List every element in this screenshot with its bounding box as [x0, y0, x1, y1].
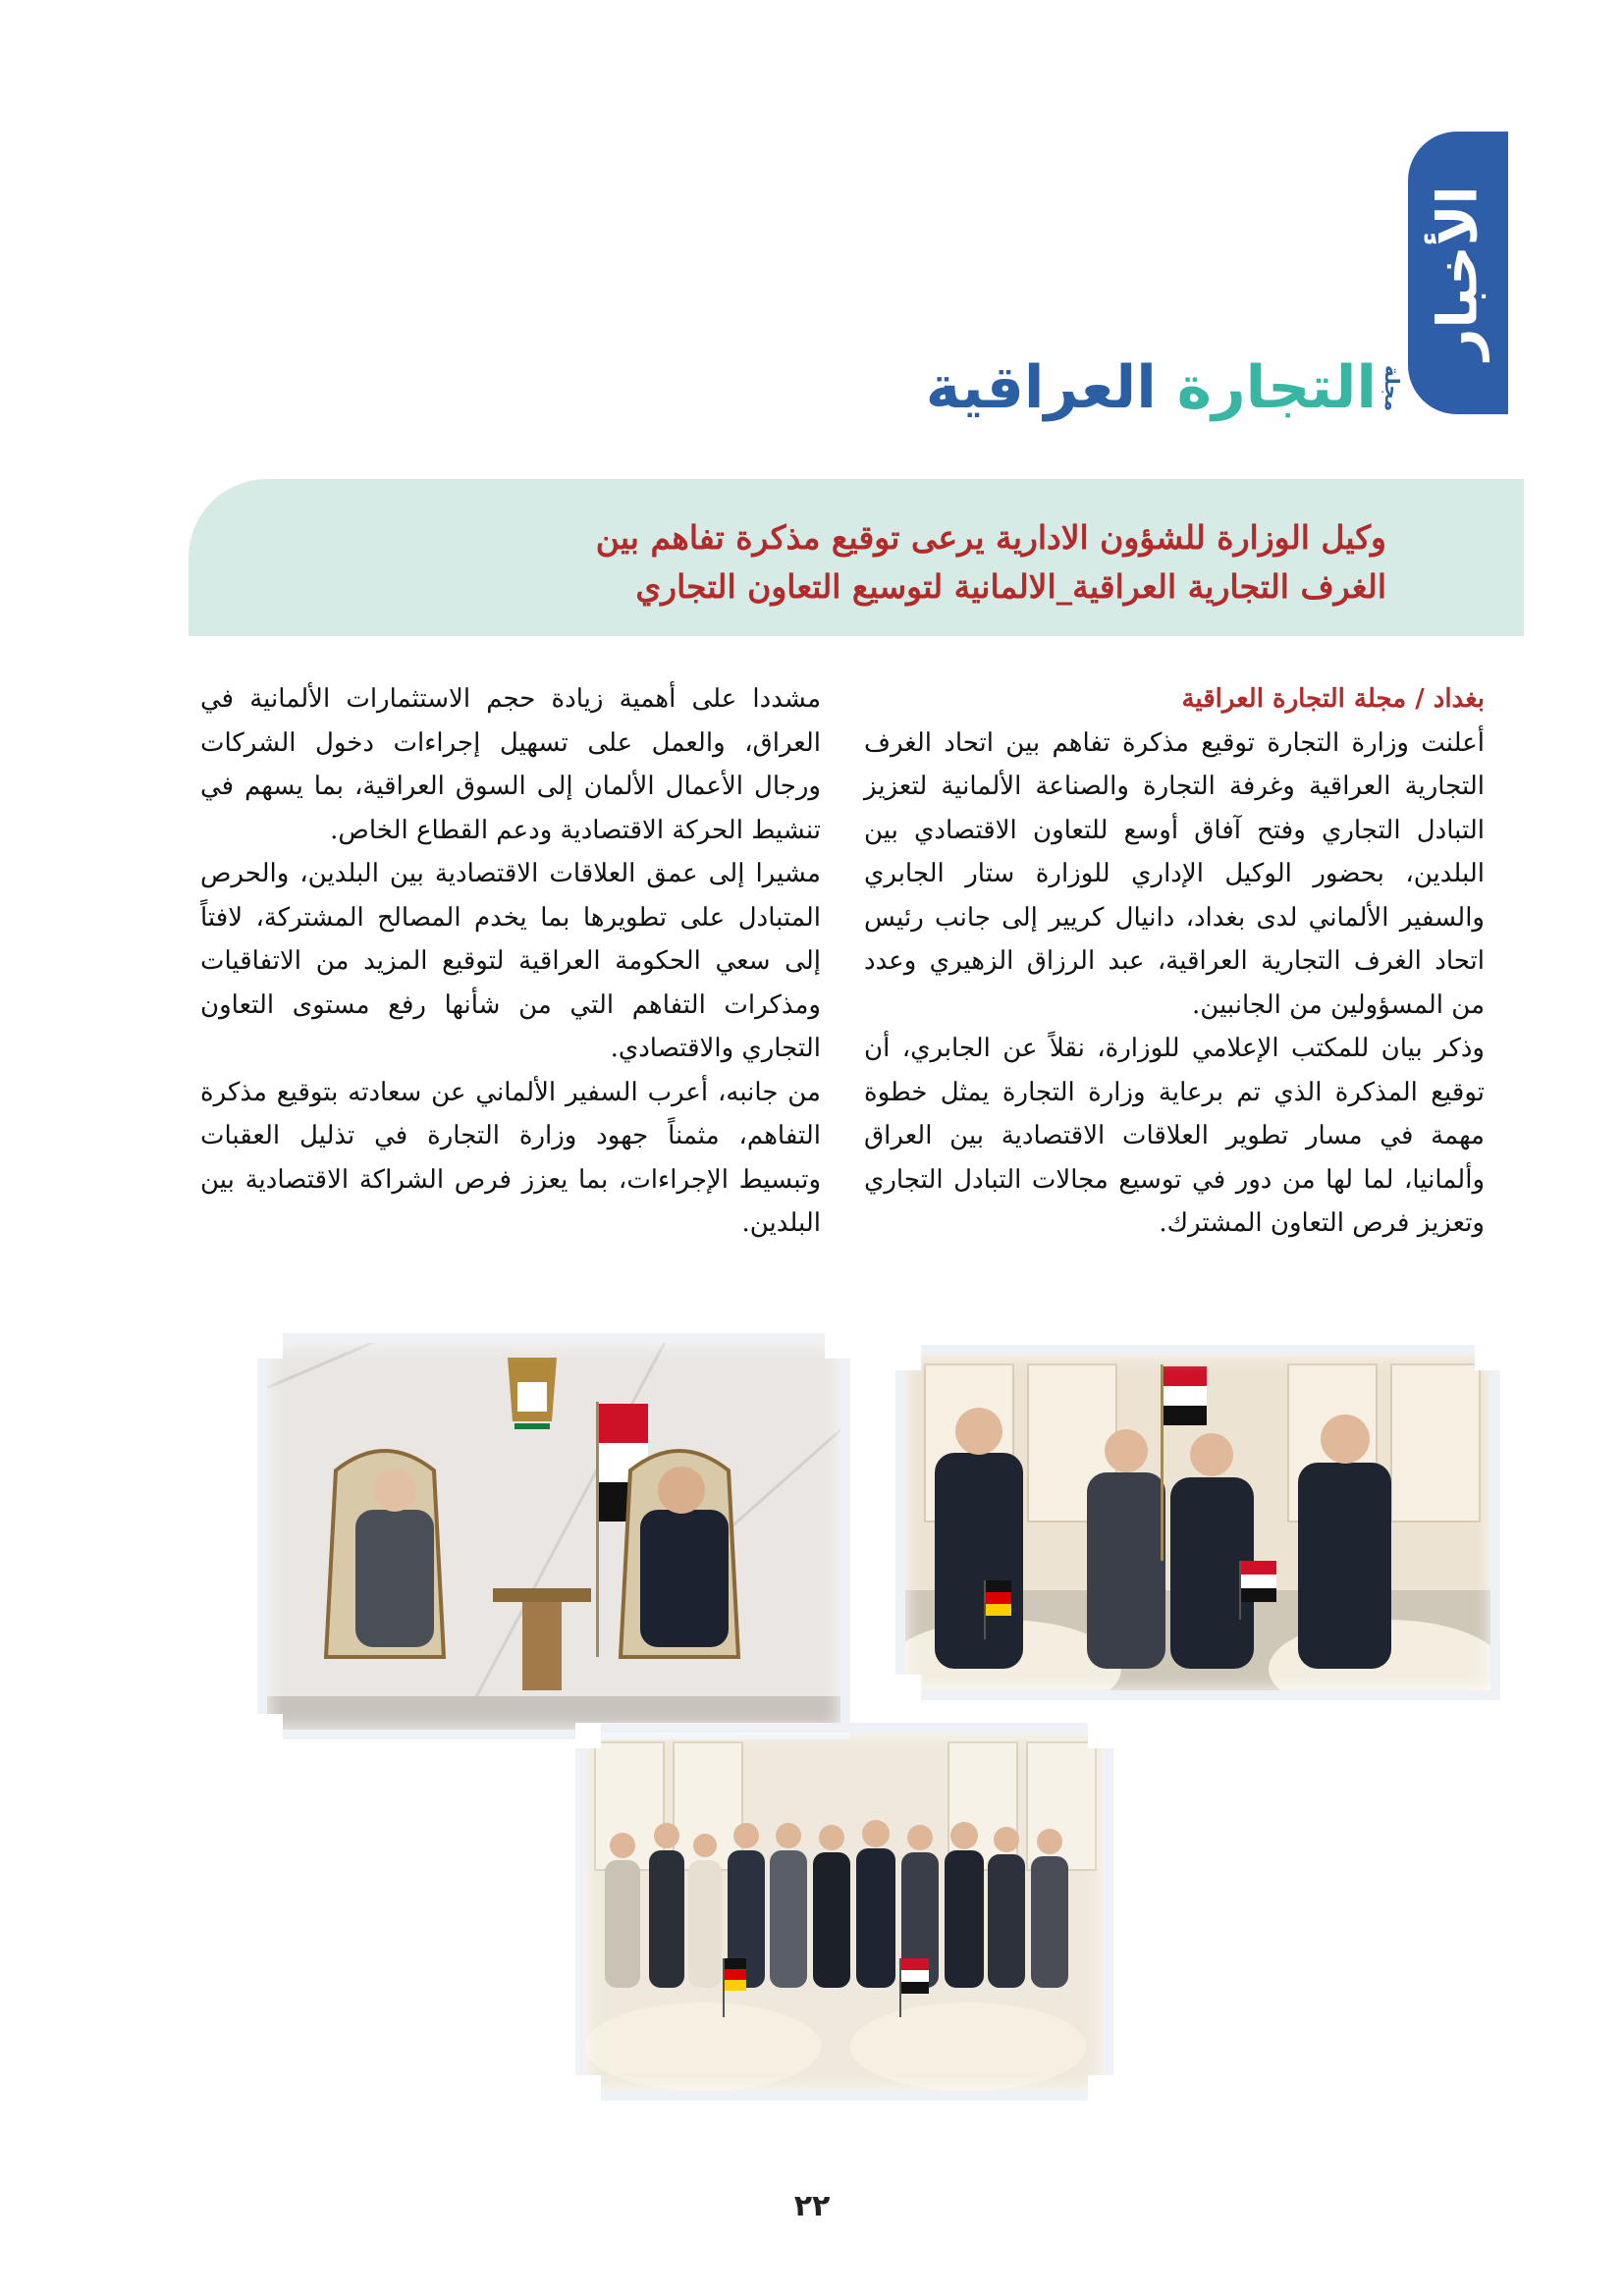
photo-corner-decoration: [257, 1714, 283, 1739]
photo-corner-decoration: [575, 1723, 601, 1748]
article-paragraph: من جانبه، أعرب السفير الألماني عن سعادته بتوقيع مذكرة التفاهم، مثمناً جهود وزارة التجارة في تذليل العقبات وتبسيط الإجراءات، بما يعزز فرص الشراكة الاقتصادية بين البلدين.: [200, 1077, 821, 1238]
article-paragraph: مشيرا إلى عمق العلاقات الاقتصادية بين البلدين، والحرص المتبادل على تطويرها بما يخدم المصالح المشتركة، لافتاً إلى سعي الحكومة العراقية لتوقيع المزيد من الاتفاقيات ومذكرات التفاهم التي من شأنها رفع مستوى التعاون التجاري والاقتصادي.: [200, 859, 821, 1063]
section-label: الأخبار: [1426, 186, 1490, 360]
article-paragraph: أعلنت وزارة التجارة توقيع مذكرة تفاهم بين اتحاد الغرف التجارية العراقية وغرفة التجارة والصناعة الألمانية لتعزيز التبادل التجاري وفتح آفاق أوسع للتعاون الاقتصادي بين البلدين، بحضور الوكيل الإداري للوزارة ستار الجابري والسفير الألماني لدى بغداد، دانيال كريير إلى جانب رئيس اتحاد الغرف التجارية العراقية، عبد الرزاق الزهيري وعدد من المسؤولين من الجانبين.: [864, 727, 1485, 1020]
masthead-magazine-word: مجلة: [1380, 365, 1404, 412]
article-paragraph: مشددا على أهمية زيادة حجم الاستثمارات الألمانية في العراق، والعمل على تسهيل إجراءات دخول الشركات ورجال الأعمال الألمان إلى السوق العراقية، بما يسهم في تنشيط الحركة الاقتصادية ودعم القطاع الخاص.: [200, 684, 821, 845]
photo-corner-decoration: [895, 1675, 921, 1700]
masthead-logo: [925, 353, 1404, 432]
masthead-name: [926, 353, 1377, 422]
section-tab: [1408, 132, 1508, 414]
headline-line-1: وكيل الوزارة للشؤون الادارية يرعى توقيع مذكرة تفاهم بين: [595, 518, 1386, 557]
photo-corner-decoration: [1475, 1345, 1500, 1370]
photo-corner-decoration: [257, 1333, 283, 1359]
headline-line-2: الغرف التجارية العراقية_الالمانية لتوسيع التعاون التجاري: [635, 567, 1386, 606]
masthead-name-main: التجارة: [1176, 353, 1377, 422]
photo-frame: [257, 1333, 850, 1739]
article-column-right: [864, 677, 1485, 1246]
masthead-name-second: العراقية: [925, 353, 1157, 422]
photo-officials-seated: [257, 1333, 850, 1739]
page-number: ٢٢: [793, 2189, 831, 2223]
photo-frame: [895, 1345, 1500, 1700]
photo-frame: [575, 1723, 1113, 2101]
photo-corner-decoration: [1088, 1723, 1113, 1748]
article-column-left: [200, 677, 821, 1246]
photo-corner-decoration: [575, 2075, 601, 2101]
photo-officials-standing: [895, 1345, 1500, 1700]
headline-banner: [189, 479, 1524, 636]
article-dateline: بغداد / مجلة التجارة العراقية: [1181, 684, 1485, 714]
photo-corner-decoration: [825, 1333, 850, 1359]
photo-corner-decoration: [895, 1345, 921, 1370]
photo-corner-decoration: [1088, 2075, 1113, 2101]
article-paragraph: وذكر بيان للمكتب الإعلامي للوزارة، نقلاً عن الجابري، أن توقيع المذكرة الذي تم برعاية وزارة التجارة يمثل خطوة مهمة في مسار تطوير العلاقات الاقتصادية بين العراق وألمانيا، لما لها من دور في توسيع مجالات التبادل التجاري وتعزيز فرص التعاون المشترك.: [864, 1034, 1485, 1238]
photo-group: [575, 1723, 1113, 2101]
